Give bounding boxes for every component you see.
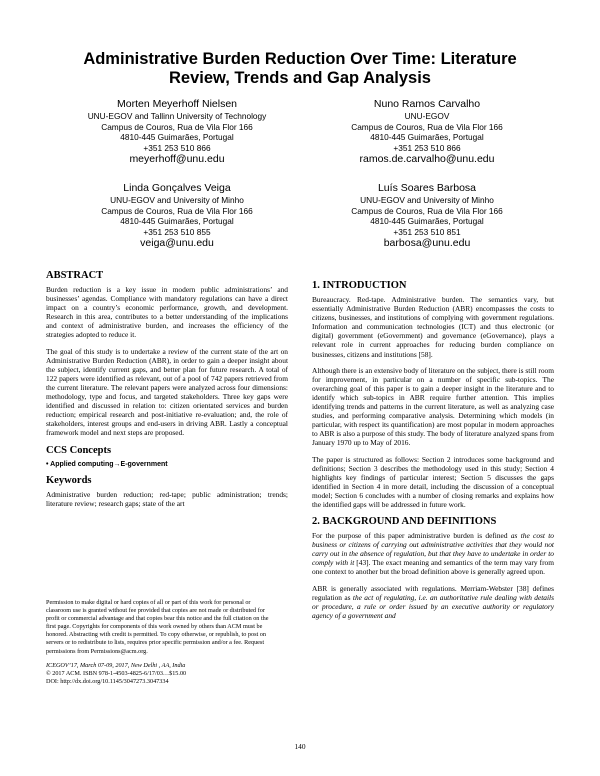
intro-paragraph-1: Bureaucracy. Red-tape. Administrative burden. The semantics vary, but essentially Administrative Burden Reduction (ABR) encompasses the costs to citizens, businesses, and institutions of complying with government regulations. Information and communication technologies (ICT) and thus electronic (or digital) government (eGovernment) and governance (eGovernance), plays a relevant role in current approaches for reducing burden compliance on businesses, citizens and institutions [58]. bbox=[312, 295, 554, 359]
ccs-concept: • Applied computing→E-government bbox=[46, 460, 168, 468]
paper-title bbox=[40, 50, 560, 88]
left-column bbox=[46, 270, 288, 515]
author-city: 4810-445 Guimarães, Portugal bbox=[120, 216, 234, 226]
author-address: Campus de Couros, Rua de Vila Flor 166 bbox=[351, 121, 503, 132]
conference-line: ICEGOV’17, March 07-09, 2017, New Delhi , AA, India bbox=[46, 661, 186, 669]
author-city: 4810-445 Guimarães, Portugal bbox=[120, 132, 234, 142]
author-phone: +351 253 510 866 bbox=[393, 142, 461, 153]
ccs-heading: CCS Concepts bbox=[46, 444, 112, 456]
author-name: Linda Gonçalves Veiga bbox=[123, 182, 231, 194]
author-email[interactable]: veiga@unu.edu bbox=[140, 237, 214, 249]
right-column bbox=[312, 280, 554, 627]
author-block-1 bbox=[52, 98, 302, 166]
text-run: For the purpose of this paper administrative burden is defined bbox=[312, 531, 511, 541]
background-heading: 2. BACKGROUND AND DEFINITIONS bbox=[312, 516, 497, 528]
author-name: Luís Soares Barbosa bbox=[377, 182, 477, 194]
author-phone: +351 253 510 866 bbox=[143, 142, 211, 153]
background-paragraph-1 bbox=[312, 531, 554, 576]
author-block-4 bbox=[302, 182, 552, 250]
author-email[interactable]: barbosa@unu.edu bbox=[383, 237, 471, 249]
text-run: ABR is generally associated with regulations. Merriam-Webster [38] defines regulation as bbox=[312, 583, 554, 602]
abstract-heading: ABSTRACT bbox=[46, 270, 104, 281]
author-name: Morten Meyerhoff Nielsen bbox=[116, 98, 238, 110]
permission-text: Permission to make digital or hard copies of all or part of this work for personal or classroom use is granted without fee provided that copies are not made or distributed for profit or commercial advantage and that copies bear this notice and the full citation on the first page. Copyrights for components of this work owned by others than ACM must be honored. Abstracting with credit is permitted. To copy otherwise, or republish, to post on servers or to redistribute to lists, requires prior specific permission and/or a fee. Request permissions from Permissions@acm.org. bbox=[46, 599, 269, 655]
permission-notice bbox=[46, 599, 274, 686]
abstract-paragraph-2: The goal of this study is to undertake a review of the current state of the art on Administrative Burden Reduction (ABR), in order to gain a deeper insight about the subject, identify current gaps, and better plan for future research. A total of 122 papers were identified as relevant, out of a pool of 742 papers retrieved from the current literature. The relevant papers were analyzed across four dimensions: methodology, type and focus, and targeted stakeholders. Three key gaps were identified and discussed in relation to: citizen orientated services and burden reduction; empirical research and post-initiative re-evaluation; and, the role of stakeholders, interest groups and end-users in driving ABR. Lastly a conceptual framework model and next steps are proposed. bbox=[46, 346, 288, 438]
text-run: [43]. The exact meaning and semantics of the term may vary from one context to another but the broad definition above is generally agreed upon. bbox=[312, 558, 554, 577]
regulation-definition-emphasis: the act of regulating, i.e. an authoritative rule dealing with details or procedure, a rule or order issued by an executive authority or regulatory agency of a government and bbox=[312, 592, 554, 620]
author-block-3 bbox=[52, 182, 302, 250]
doi-line[interactable]: DOI: http://dx.doi.org/10.1145/3047273.3047334 bbox=[46, 677, 169, 685]
author-city: 4810-445 Guimarães, Portugal bbox=[370, 132, 484, 142]
author-address: Campus de Couros, Rua de Vila Flor 166 bbox=[101, 121, 253, 132]
title-line-1: Administrative Burden Reduction Over Time: Literature bbox=[83, 50, 517, 68]
intro-paragraph-2: Although there is an extensive body of literature on the subject, there is still room for improvement, in particular on a number of specific sub-topics. The overarching goal of this paper is to gain a deeper insight in the literature and to identify which sub-topics in ABR require further attention. This implies identifying trends and patterns in the current literature, as well as analyzing case studies, and performing comparative analysis. Determining which models (in particular, with respect its quantification) are most popular in modern approaches to ABR is also a purpose of this study. The body of literature analyzed spans from January 1970 up to May of 2016. bbox=[312, 365, 554, 448]
author-address: Campus de Couros, Rua de Vila Flor 166 bbox=[101, 205, 253, 216]
author-affiliation: UNU-EGOV and Tallinn University of Technology bbox=[87, 111, 267, 121]
copyright-line: © 2017 ACM. ISBN 978-1-4503-4825-6/17/03…$15.00 bbox=[46, 669, 187, 677]
author-affiliation: UNU-EGOV bbox=[404, 111, 450, 121]
author-affiliation: UNU-EGOV and University of Minho bbox=[110, 195, 244, 205]
author-email[interactable]: meyerhoff@unu.edu bbox=[129, 153, 225, 165]
definition-emphasis: as the cost to business or citizens of carrying out administrative activities that they would not carry out in the absence of regulation, but that they have to undertake in order to comply with it bbox=[312, 531, 554, 568]
title-line-2: Review, Trends and Gap Analysis bbox=[169, 69, 431, 87]
intro-heading: 1. INTRODUCTION bbox=[312, 280, 407, 291]
keywords-text: Administrative burden reduction; red-tape; public administration; trends; literature review; research gaps; state of the art bbox=[46, 489, 288, 508]
background-paragraph-2 bbox=[312, 584, 554, 620]
page-number: 140 bbox=[294, 742, 306, 751]
author-name: Nuno Ramos Carvalho bbox=[373, 98, 481, 110]
keywords-heading: Keywords bbox=[46, 474, 92, 486]
author-affiliation: UNU-EGOV and University of Minho bbox=[360, 195, 494, 205]
author-address: Campus de Couros, Rua de Vila Flor 166 bbox=[351, 205, 503, 216]
author-block-2 bbox=[302, 98, 552, 166]
author-phone: +351 253 510 855 bbox=[143, 226, 211, 237]
author-email[interactable]: ramos.de.carvalho@unu.edu bbox=[359, 153, 495, 165]
intro-paragraph-3: The paper is structured as follows: Section 2 introduces some background and definitions; Section 3 describes the methodology used in this study; Section 4 highlights key findings of particular interest; Section 5 discusses the gaps identified in Section 4 in more detail, including the discussion of a conceptual model; Section 6 concludes with a number of closing remarks and explains how the identified gaps will be addressed in future work. bbox=[312, 454, 554, 509]
abstract-paragraph-1: Burden reduction is a key issue in modern public administrations’ and businesses’ agendas. Compliance with mandatory regulations can have a direct impact on a country’s economic performance, growth, and development. Research in this area, contributes to a better understanding of the implications and context of administrative burden, and increases the efficiency of the strategies adopted to reduce it. bbox=[46, 285, 288, 340]
author-phone: +351 253 510 851 bbox=[393, 226, 461, 237]
author-city: 4810-445 Guimarães, Portugal bbox=[370, 216, 484, 226]
